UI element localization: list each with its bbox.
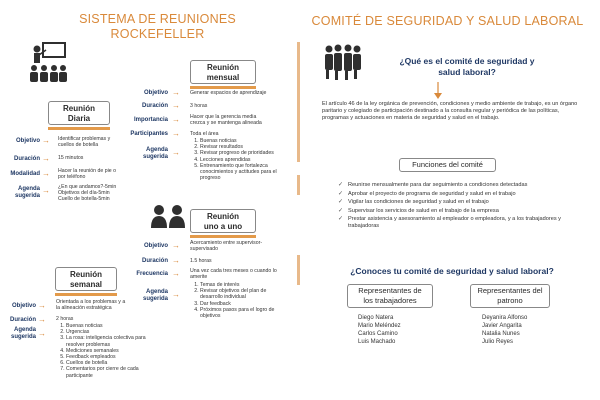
semanal-label-agenda: Agenda sugerida: [10, 327, 36, 340]
left-title-line-1: SISTEMA DE REUNIONES: [79, 12, 236, 26]
diaria-label-modalidad: Modalidad: [10, 171, 40, 177]
diaria-agenda-3: Cuello de botella-5min: [58, 196, 110, 203]
mensual-label-agenda: Agenda sugerida: [142, 147, 168, 160]
diaria-label-agenda: Agenda sugerida: [14, 186, 40, 199]
list-item: 3. La rosa: inteligencia colectiva para resolver problemas: [66, 335, 164, 347]
presentation-meeting-icon: [28, 40, 68, 84]
list-item: ✓ Reunirse mensualmente para dar seguimiento a condiciones detectadas: [338, 182, 588, 189]
rep-trabajadores-box: [347, 284, 433, 308]
unoauno-objetivo-2: supervisado: [190, 246, 218, 253]
unoauno-bar: [190, 235, 256, 238]
semanal-objetivo: [56, 299, 156, 311]
diaria-modalidad-1: Hacer la reunión de pie o: [58, 168, 116, 174]
diaria-agenda-2: Objetivos del día-5min: [58, 190, 110, 197]
list-item: 2. Revisar objetivos del plan de desarrollo individual: [200, 288, 290, 300]
arrow-icon: →: [172, 241, 180, 250]
diaria-label-objetivo: Objetivo: [15, 138, 40, 144]
semanal-duracion: 2 horas: [56, 316, 74, 322]
arrow-icon: →: [42, 169, 50, 178]
semanal-title-box: [55, 267, 117, 291]
divider-mid: [297, 175, 300, 195]
list-item: Deyanira Alfonso: [482, 315, 528, 321]
arrow-icon: →: [172, 101, 180, 110]
mensual-label-participantes: Participantes: [130, 131, 168, 137]
left-title: [40, 12, 275, 42]
list-item: 5. Entrenamiento que fortalezca conocimientos y actitudes para el progreso: [200, 163, 294, 182]
comite-question: [372, 56, 562, 78]
list-item: Natalia Nunes: [482, 331, 520, 337]
list-item: 3. Revisar progreso de prioridades: [200, 150, 294, 156]
unoauno-frecuencia: [190, 268, 294, 280]
rep-patrono-box: [470, 284, 550, 308]
unoauno-label-agenda: Agenda sugerida: [142, 289, 168, 302]
semanal-title-2: semanal: [69, 280, 103, 289]
rep-patrono-list: [482, 314, 562, 346]
diaria-objetivo-2: cuellos de botella: [58, 142, 99, 149]
arrow-icon: →: [42, 136, 50, 145]
list-item: 3. Dar feedback: [200, 301, 290, 307]
rep-trabajadores-title-1: Representantes de: [358, 286, 422, 295]
list-item: Julio Reyes: [482, 339, 514, 345]
unoauno-frecuencia-1: Una vez cada tres meses o cuando lo: [190, 268, 277, 274]
rep-trabajadores-list: [358, 314, 438, 346]
unoauno-label-duracion: Duración: [141, 258, 168, 264]
mensual-label-importancia: Importancia: [133, 117, 168, 123]
diaria-title-box: [48, 101, 110, 125]
rep-patrono-title-1: Representantes del: [477, 286, 543, 295]
divider-top: [297, 42, 300, 162]
arrow-icon: →: [172, 115, 180, 124]
unoauno-objetivo-1: Acercamiento entre supervisor-: [190, 240, 263, 246]
mensual-label-duracion: Duración: [141, 103, 168, 109]
unoauno-title-box: [190, 209, 256, 233]
mensual-importancia-1: Hacer que la gerencia media: [190, 114, 257, 120]
mensual-duracion: 3 horas: [190, 103, 208, 109]
arrow-icon: →: [172, 290, 180, 299]
diaria-title-1: Reunión: [63, 104, 95, 113]
comite-question-2: salud laboral?: [438, 67, 496, 77]
mensual-title-box: [190, 60, 256, 84]
list-item: 4. Próximos pasos para el logro de objetivos: [200, 307, 290, 319]
list-item: 2. Revisar resultados: [200, 144, 294, 150]
rep-trabajadores-title-2: los trabajadores: [363, 296, 417, 305]
semanal-objetivo-2: la alineación estratégica: [56, 305, 112, 312]
mensual-participantes: Toda el área: [190, 131, 219, 137]
unoauno-duracion: 1.5 horas: [190, 258, 212, 264]
mensual-label-objetivo: Objetivo: [143, 90, 168, 96]
down-arrow-icon: [433, 82, 443, 100]
list-item: 5. Feedback empleados: [66, 354, 164, 360]
arrow-icon: →: [38, 315, 46, 324]
list-item: 6. Cuellos de botella: [66, 360, 164, 366]
committee-group-icon: [322, 44, 364, 80]
conoces-heading: ¿Conoces tu comité de seguridad y salud laboral?: [350, 266, 554, 276]
mensual-title-1: Reunión: [207, 63, 239, 72]
diaria-title-2: Diaria: [67, 114, 91, 123]
arrow-icon: →: [42, 186, 50, 195]
right-title: COMITÉ DE SEGURIDAD Y SALUD LABORAL: [311, 14, 584, 28]
list-item: Javier Angarita: [482, 323, 522, 329]
semanal-label-duracion: Duración: [9, 317, 36, 323]
list-item: ✓ Prestar asistencia y asesoramiento al empleador o empleadora, y a los trabajadores y trabajadoras: [338, 216, 588, 230]
arrow-icon: →: [172, 88, 180, 97]
arrow-icon: →: [172, 269, 180, 278]
list-item: 4. Mediciones semanales: [66, 348, 164, 354]
mensual-title-2: mensual: [206, 73, 240, 82]
comite-question-1: ¿Qué es el comité de seguridad y: [399, 56, 535, 66]
unoauno-agenda-list: [190, 282, 290, 319]
divider-low: [297, 255, 300, 285]
list-item: Diego Natera: [358, 315, 394, 321]
diaria-bar: [48, 127, 110, 130]
arrow-icon: →: [42, 154, 50, 163]
funciones-list: [338, 182, 588, 232]
unoauno-frecuencia-2: amerite: [190, 274, 208, 281]
diaria-label-duracion: Duración: [13, 156, 40, 162]
arrow-icon: →: [172, 129, 180, 138]
unoauno-title-2: uno a uno: [203, 222, 243, 231]
list-item: ✓ Aprobar el proyecto de programa de seguridad y salud en el trabajo: [338, 191, 588, 198]
mensual-importancia-2: crezca y se mantenga alineada: [190, 120, 262, 127]
semanal-label-objetivo: Objetivo: [11, 303, 36, 309]
diaria-duracion: 15 minutos: [58, 155, 84, 161]
list-item: Carlos Camino: [358, 331, 398, 337]
list-item: 1. Temas de interés: [200, 282, 290, 288]
semanal-bar: [55, 293, 117, 296]
unoauno-label-frecuencia: Frecuencia: [136, 271, 168, 277]
mensual-bar: [190, 86, 256, 89]
left-title-line-2: ROCKEFELLER: [110, 27, 205, 41]
one-to-one-people-icon: [150, 204, 186, 230]
list-item: 1. Buenas noticias: [66, 323, 164, 329]
semanal-title-1: Reunión: [70, 270, 102, 279]
comite-paragraph: El artículo 46 de la ley orgánica de prevención, condiciones y medio ambiente de trabajo, es un órgano paritario y colegiado de participación destinado a la consulta regular y periódica de las políticas, programas y actuaciones en materia de seguridad y salud en el trabajo.: [322, 101, 578, 121]
list-item: 2. Urgencias: [66, 329, 164, 335]
mensual-agenda-list: [190, 138, 294, 181]
rep-patrono-title-2: patrono: [497, 296, 523, 305]
list-item: 1. Buenas noticias: [200, 138, 294, 144]
list-item: ✓ Supervisar los servicios de salud en el trabajo de la empresa: [338, 208, 588, 215]
diaria-objetivo-1: Identificar problemas y: [58, 136, 111, 142]
diaria-modalidad: [58, 168, 148, 180]
arrow-icon: →: [38, 301, 46, 310]
diaria-modalidad-2: por teléfono: [58, 174, 86, 181]
unoauno-objetivo: [190, 240, 294, 252]
diaria-agenda: [58, 184, 148, 203]
list-item: 4. Lecciones aprendidas: [200, 157, 294, 163]
list-item: ✓ Vigilar las condiciones de seguridad y salud en el trabajo: [338, 199, 588, 206]
arrow-icon: →: [38, 329, 46, 338]
list-item: Luis Machado: [358, 339, 396, 345]
arrow-icon: →: [172, 256, 180, 265]
unoauno-title-1: Reunión: [207, 212, 239, 221]
semanal-objetivo-1: Orientada a los problemas y a: [56, 299, 126, 305]
list-item: Mario Meléndez: [358, 323, 401, 329]
diaria-agenda-1: ¿En que andamos?-5min: [58, 184, 117, 190]
list-item: 7. Comentarios por cierre de cada participante: [66, 366, 164, 378]
arrow-icon: →: [172, 148, 180, 157]
mensual-objetivo: Generar espacios de aprendizaje: [190, 90, 267, 96]
mensual-importancia: [190, 114, 290, 126]
unoauno-label-objetivo: Objetivo: [143, 243, 168, 249]
funciones-title-box: Funciones del comité: [399, 158, 496, 172]
semanal-agenda-list: [56, 323, 164, 379]
